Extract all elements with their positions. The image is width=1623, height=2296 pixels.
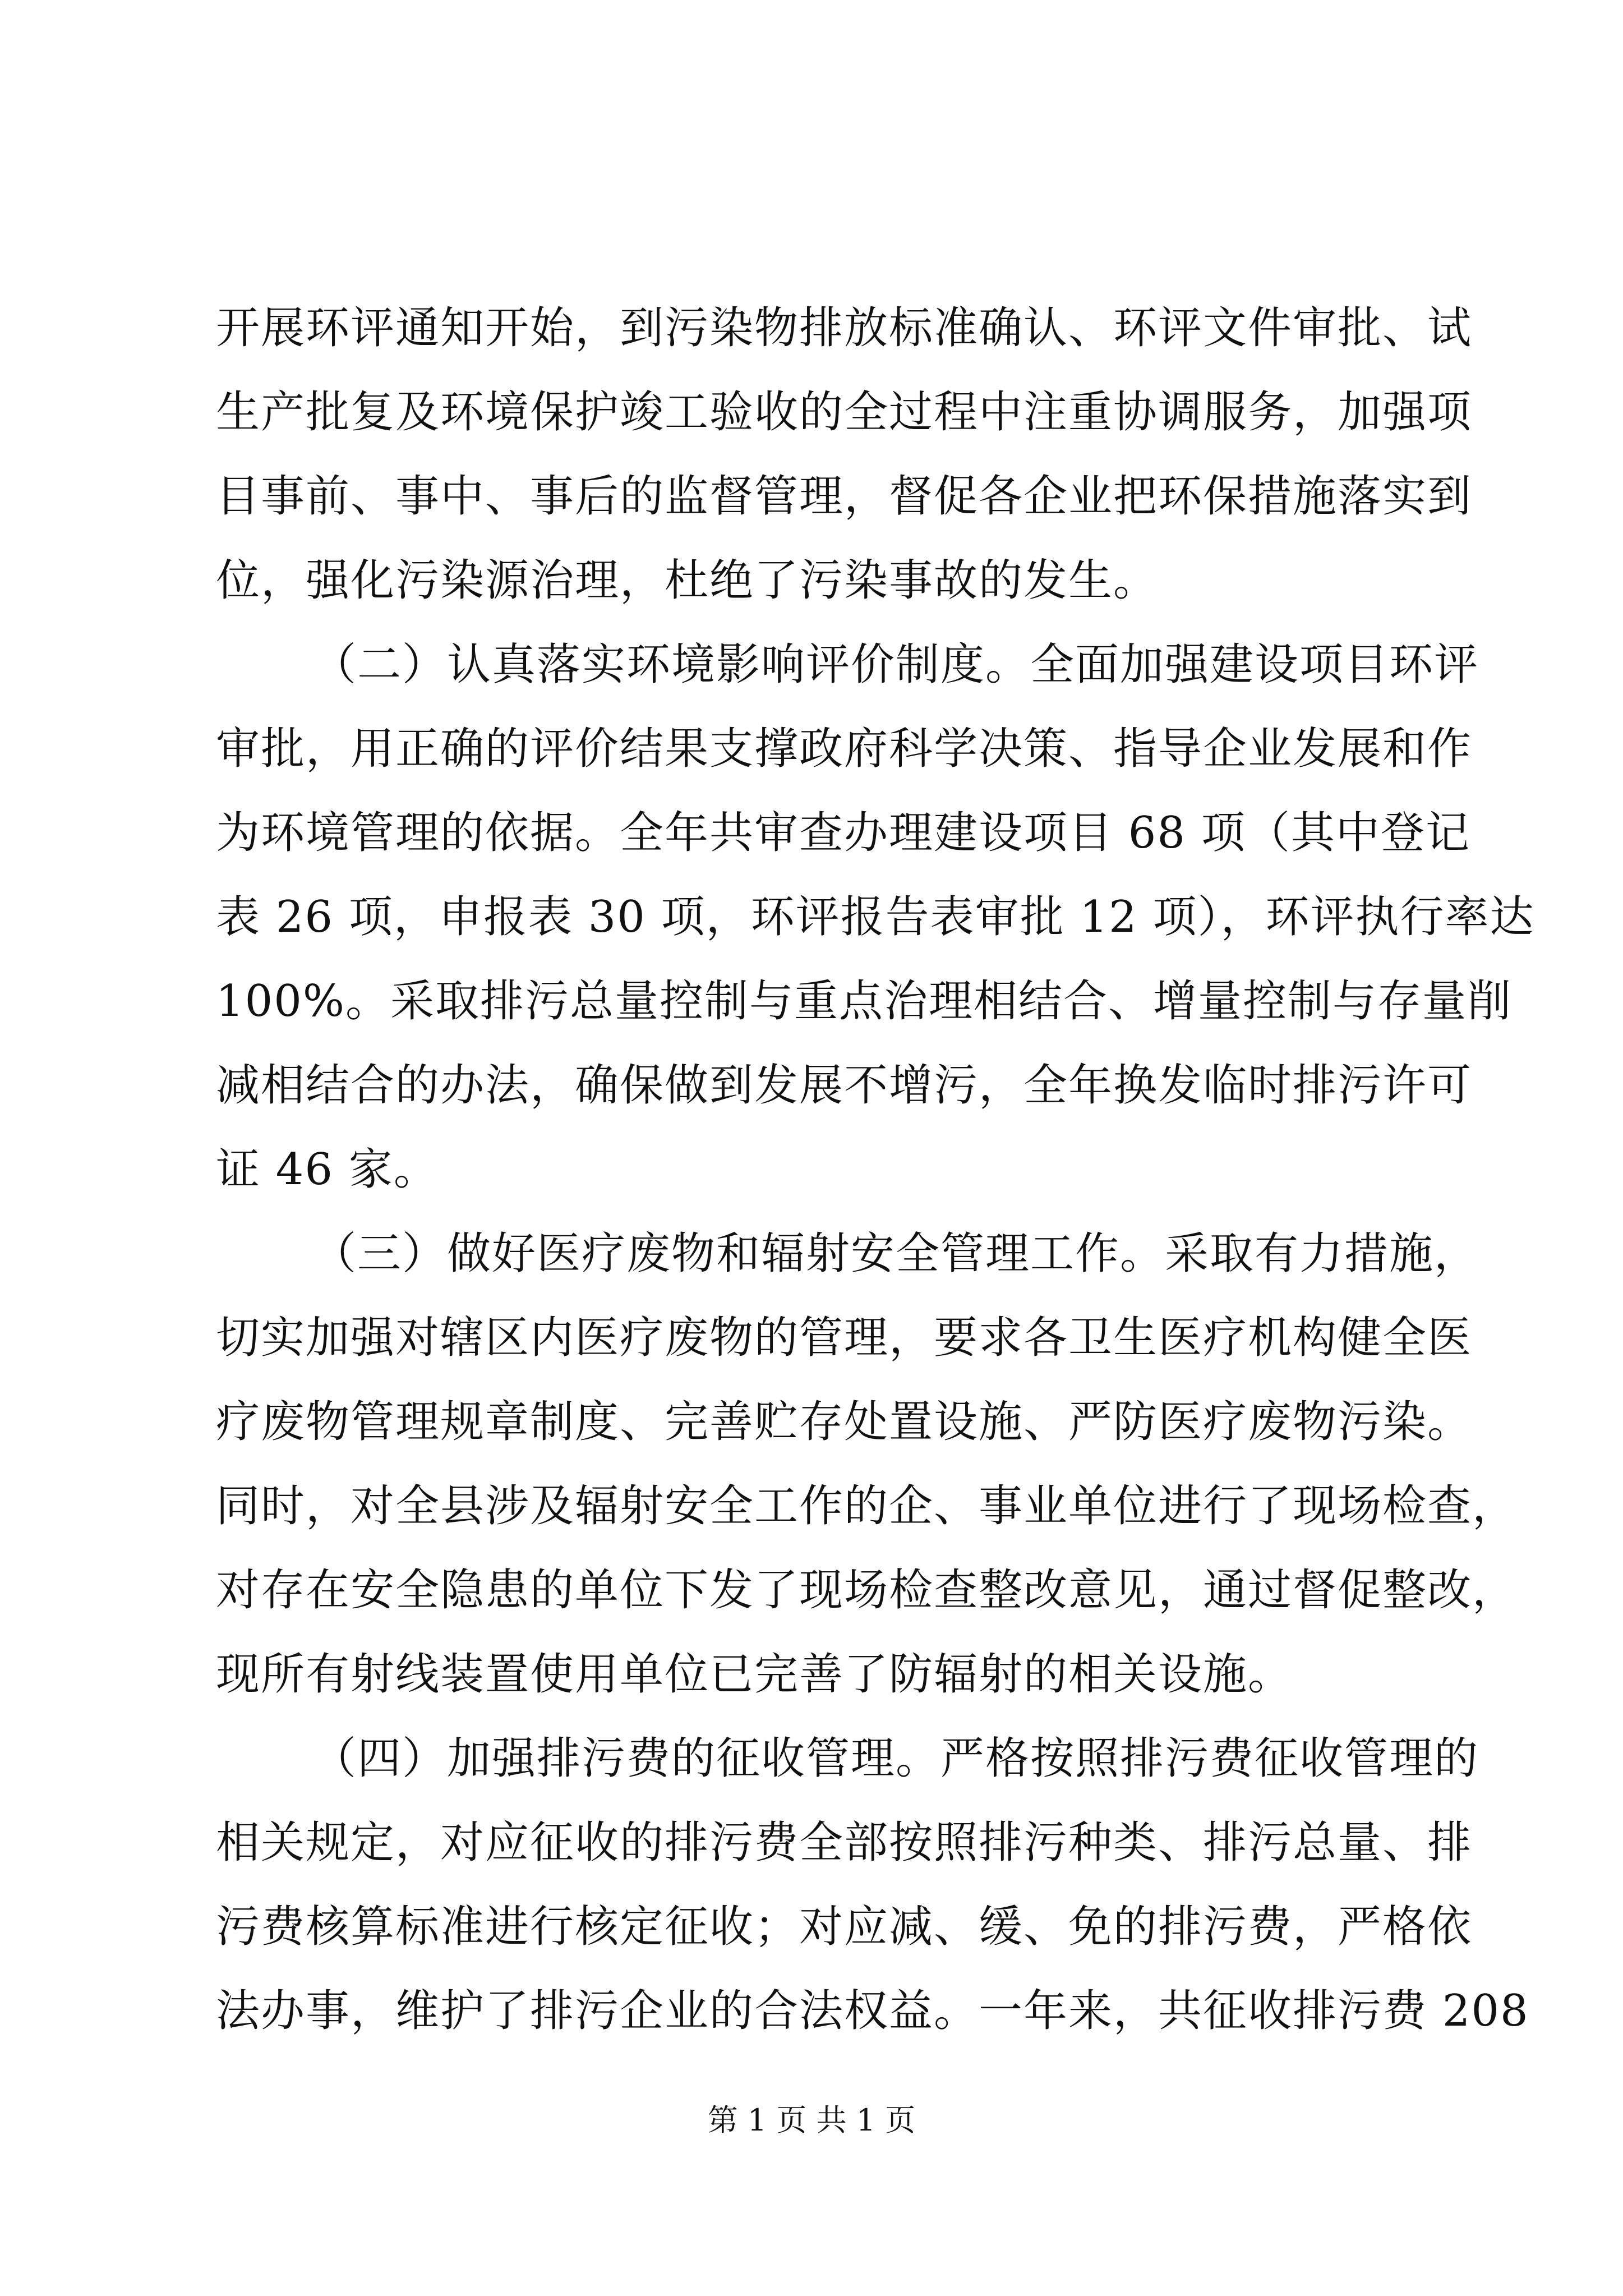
text-line: 相关规定，对应征收的排污费全部按照排污种类、排污总量、排 bbox=[216, 1818, 1473, 1868]
text-line: 位，强化污染源治理，杜绝了污染事故的发生。 bbox=[216, 555, 1159, 606]
paragraph-heading-line: （四）加强排污费的征收管理。严格按照排污费征收管理的 bbox=[312, 1733, 1479, 1784]
text-line: 同时，对全县涉及辐射安全工作的企、事业单位进行了现场检查， bbox=[216, 1481, 1518, 1531]
text-line: 为环境管理的依据。全年共审查办理建设项目 68 项（其中登记 bbox=[216, 808, 1470, 858]
text-line: 减相结合的办法，确保做到发展不增污，全年换发临时排污许可 bbox=[216, 1060, 1473, 1111]
text-line: 对存在安全隐患的单位下发了现场检查整改意见，通过督促整改， bbox=[216, 1565, 1518, 1616]
text-line: 生产批复及环境保护竣工验收的全过程中注重协调服务，加强项 bbox=[216, 387, 1473, 438]
text-line: 目事前、事中、事后的监督管理，督促各企业把环保措施落实到 bbox=[216, 471, 1473, 522]
text-line: 证 46 家。 bbox=[216, 1144, 439, 1195]
text-line: 100%。采取排污总量控制与重点治理相结合、增量控制与存量削 bbox=[216, 976, 1512, 1027]
text-line: 表 26 项，申报表 30 项，环评报告表审批 12 项），环评执行率达 bbox=[216, 892, 1535, 942]
text-line: 现所有射线装置使用单位已完善了防辐射的相关设施。 bbox=[216, 1649, 1293, 1700]
paragraph-heading-line: （二）认真落实环境影响评价制度。全面加强建设项目环评 bbox=[312, 639, 1479, 690]
page-footer: 第 1 页 共 1 页 bbox=[707, 2102, 916, 2138]
text-line: 污费核算标准进行核定征收；对应减、缓、免的排污费，严格依 bbox=[216, 1902, 1473, 1952]
text-line: 开展环评通知开始，到污染物排放标准确认、环评文件审批、试 bbox=[216, 303, 1473, 353]
text-line: 审批，用正确的评价结果支撑政府科学决策、指导企业发展和作 bbox=[216, 724, 1473, 774]
text-line: 法办事，维护了排污企业的合法权益。一年来，共征收排污费 208 bbox=[216, 1986, 1529, 2036]
paragraph-heading-line: （三）做好医疗废物和辐射安全管理工作。采取有力措施， bbox=[312, 1228, 1479, 1279]
text-line: 切实加强对辖区内医疗废物的管理，要求各卫生医疗机构健全医 bbox=[216, 1313, 1473, 1363]
text-line: 疗废物管理规章制度、完善贮存处置设施、严防医疗废物污染。 bbox=[216, 1397, 1473, 1447]
